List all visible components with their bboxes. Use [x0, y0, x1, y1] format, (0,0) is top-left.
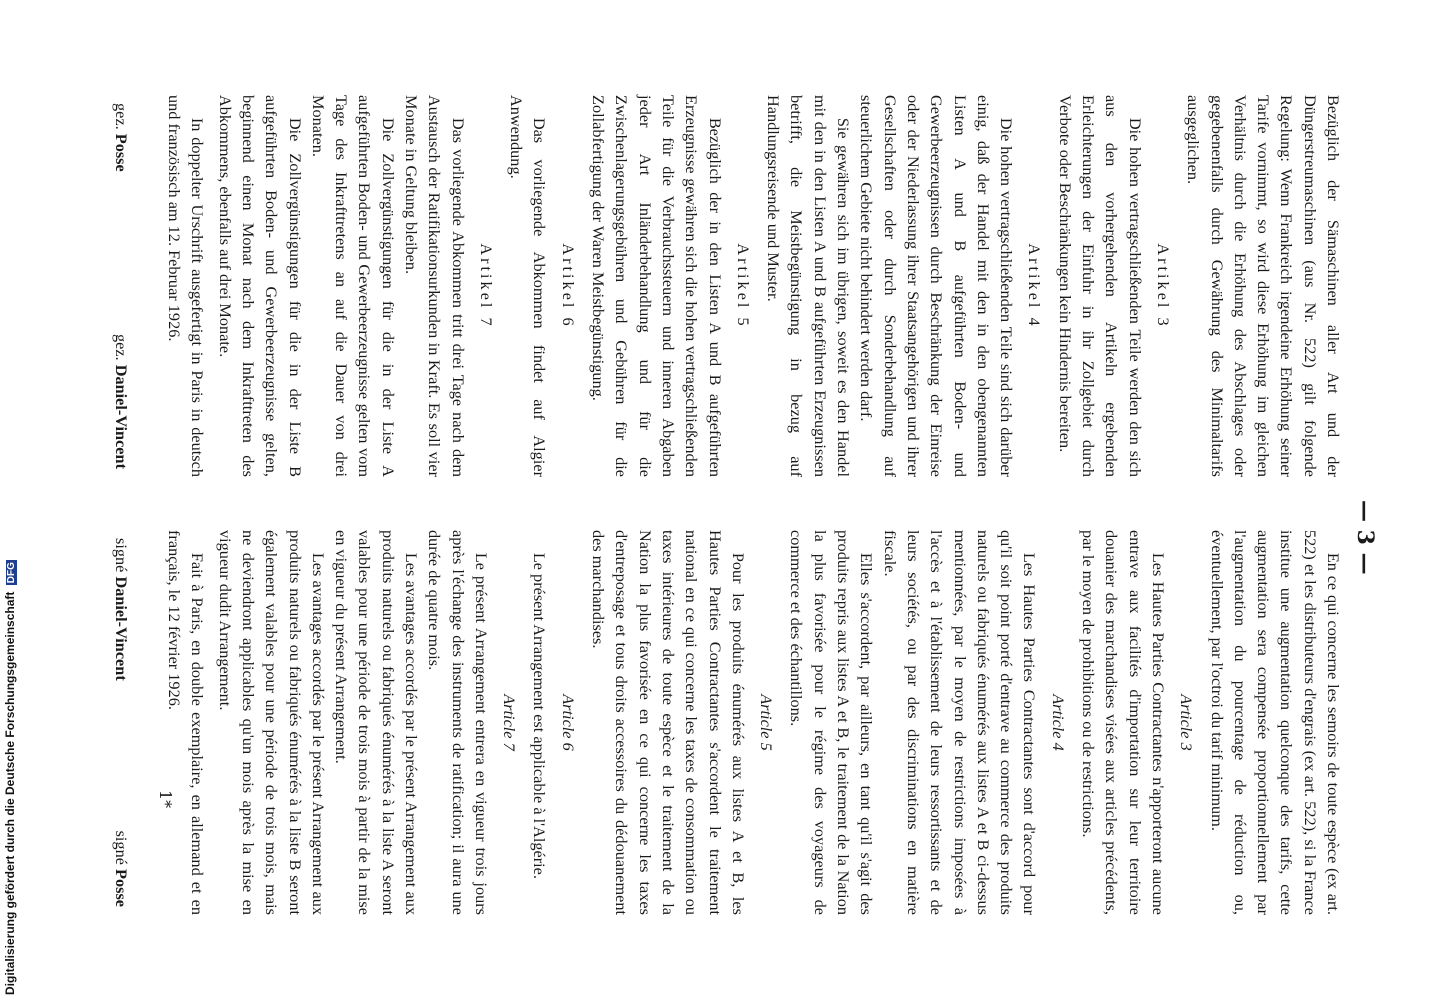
french-column [109, 530, 1345, 915]
french-article-7-heading: Article 7 [500, 694, 520, 751]
french-article-3-text: Les Hautes Parties Contractantes n'apporteront aucune entrave aux facilités d'importation sur leur territoire douanier des marchandises visées aux articles précédents, par le moyen de prohibitions ou de restrictions. [1079, 530, 1168, 915]
french-article-4-heading: Article 4 [1048, 694, 1068, 751]
german-article-3-heading: Artikel 3 [1153, 243, 1173, 329]
german-article-5-text: Bezüglich der in den Listen A und B aufgeführten Erzeugnisse gewähren sich die hohen vertragschließenden Teile für die Verbrauchssteuern und inneren Abgaben jeder Art Inländerbehandlung und für die Zwischenlagerungsgebühren und Gebühren für die Zollabfertigung der Waren Meistbegünstigung. [589, 95, 725, 477]
dfg-logo: DFG [6, 562, 17, 584]
french-article-4-para-1: Les Hautes Parties Contractantes sont d'accord pour qu'il soit point porté d'entrave au commerce des produits naturels ou fabriqués énumérés aux listes A et B ci-dessus mentionnées, par le moyen de restrictions imposées à l'accès et à l'établissement de leurs ressortissants et de leurs sociétés, ou par des discriminations en matière fiscale. [880, 530, 1040, 915]
digitization-credit-text: Digitalisierung gefördert durch die Deutsche Forschungsgemeinschaft [3, 591, 17, 995]
digitization-credit [3, 560, 17, 995]
french-signatures [109, 530, 132, 915]
german-signature-right: gez. Daniel-Vincent [111, 333, 131, 469]
german-signature-left: gez. Posse [111, 103, 131, 172]
french-article-7-para-1: Le présent Arrangement entrera en vigueur trois jours après l'échange des instruments de ratification; il aura une durée de quatre mois. [425, 530, 491, 915]
german-column [109, 95, 1345, 477]
french-article-7-para-2: Les avantages accordés par le présent Arrangement aux produits naturels ou fabriqués énumérés à la liste A seront valables pour une période de trois mois à partir de la mise en vigueur du présent Arrangement. [332, 530, 422, 915]
french-signature-left: signé Daniel-Vincent [111, 538, 131, 681]
french-article-6-heading: Article 6 [558, 694, 578, 751]
french-article-5-text: Pour les produits énumérés aux listes A et B, les Hautes Parties Contractantes s'accordent le traitement national en ce qui concerne les taxes de consommation ou taxes intérieures de toute espèce et le traitement de la Nation la plus favorisée en ce qui concerne les taxes d'entreposage et tous droits accessoires du dédouanement des marchandises. [589, 530, 748, 915]
french-article-3-heading: Article 3 [1177, 694, 1197, 751]
page-number: — 3 — [1352, 500, 1378, 575]
french-closing: Fait à Paris, en double exemplaire, en allemand et en français, le 12 février 1926. [165, 530, 208, 915]
german-article-3-text: Die hohen vertragschließenden Teile werden den sich aus den vorhergehenden Artikeln ergebenden Erleichterungen der Einfuhr in ihr Zollgebiet durch Verbote oder Beschränkungen kein Hindernis bereiten. [1055, 95, 1145, 477]
german-intro: Bezüglich der Sämaschinen aller Art und der Düngerstreumaschinen (aus Nr. 522) gilt folgende Regelung: Wenn Frankreich irgendeine Erhöhung seiner Tarife vornimmt, so wird diese Erhöhung im gleichen Verhältnis durch die Erhöhung des Abschlages oder gegebenenfalls durch Gewährung des Minimaltarifs ausgeglichen. [1184, 95, 1343, 477]
french-signature-right: signé Posse [111, 830, 131, 907]
german-article-7-para-3: Die Zollvergünstigungen für die in der Liste B aufgeführten Boden- und Gewerbeerzeugnisse gelten, beginnend einen Monat nach dem Inkrafttreten des Abkommens, ebenfalls auf drei Monate. [215, 95, 305, 477]
german-article-4-para-1: Die hohen vertragschließenden Teile sind sich darüber einig, daß der Handel mit den in den obengenannten Listen A und B aufgeführten Boden- und Gewerbeerzeugnissen durch Beschränkung der Einreise oder der Niederlassung ihrer Staatsangehörigen und ihrer Gesellschaften oder durch Sonderbehandlung auf steuerlichem Gebiete nicht behindert werden darf. [857, 95, 1017, 477]
french-article-6-text: Le présent Arrangement est applicable à l'Algérie. [530, 552, 550, 879]
german-closing: In doppelter Urschrift ausgefertigt in Paris in deutsch und französisch am 12. Februar 1926. [165, 95, 208, 477]
german-article-4-para-2: Sie gewähren sich im übrigen, soweit es den Handel mit den in den Listen A und B aufgeführten Erzeugnissen betrifft, die Meistbegünstigung in bezug auf Handlungsreisende und Muster. [764, 95, 854, 477]
french-article-4-para-2: Elles s'accordent, par ailleurs, en tant qu'il s'agit des produits repris aux listes A et B, le traitement de la Nation la plus favorisée pour le régime des voyageurs de commerce et des échantillons. [787, 530, 877, 915]
french-article-7-para-3: Les avantages accordés par le présent Arrangement aux produits naturels ou fabriqués énumérés à la liste B seront également valables pour une période de trois mois, mais ne deviendront applicables qu'un mois après la mise en vigueur dudit Arrangement. [215, 530, 328, 915]
german-signatures [109, 95, 132, 477]
german-article-7-para-2: Die Zollvergünstigungen für die in der Liste A aufgeführten Boden- und Gewerbeerzeugnisse gelten vom Tage des Inkrafttretens an auf die Dauer von drei Monaten. [308, 95, 398, 477]
german-article-7-heading: Artikel 7 [476, 243, 496, 329]
german-article-5-heading: Artikel 5 [733, 243, 753, 329]
sheet-signature-mark: 1* [156, 790, 175, 809]
german-article-4-heading: Artikel 4 [1025, 243, 1045, 329]
german-article-6-text: Das vorliegende Abkommen findet auf Algier Anwendung. [507, 95, 550, 477]
french-intro: En ce qui concerne les semoirs de toute espèce (ex art. 522) et les distributeurs d'engrais (ex art. 522), si la France institue une augmentation quelconque des tarifs, cette augmentation sera compensée proportionnellement par l'augmentation du pourcentage de réduction ou, éventuellement, par l'octroi du tarif minimum. [1207, 530, 1343, 915]
french-article-5-heading: Article 5 [757, 694, 777, 751]
german-article-7-para-1: Das vorliegende Abkommen tritt drei Tage nach dem Austausch der Ratifikationsurkunden in Kraft. Es soll vier Monate in Geltung bleiben. [402, 95, 468, 477]
german-article-6-heading: Artikel 6 [558, 243, 578, 329]
